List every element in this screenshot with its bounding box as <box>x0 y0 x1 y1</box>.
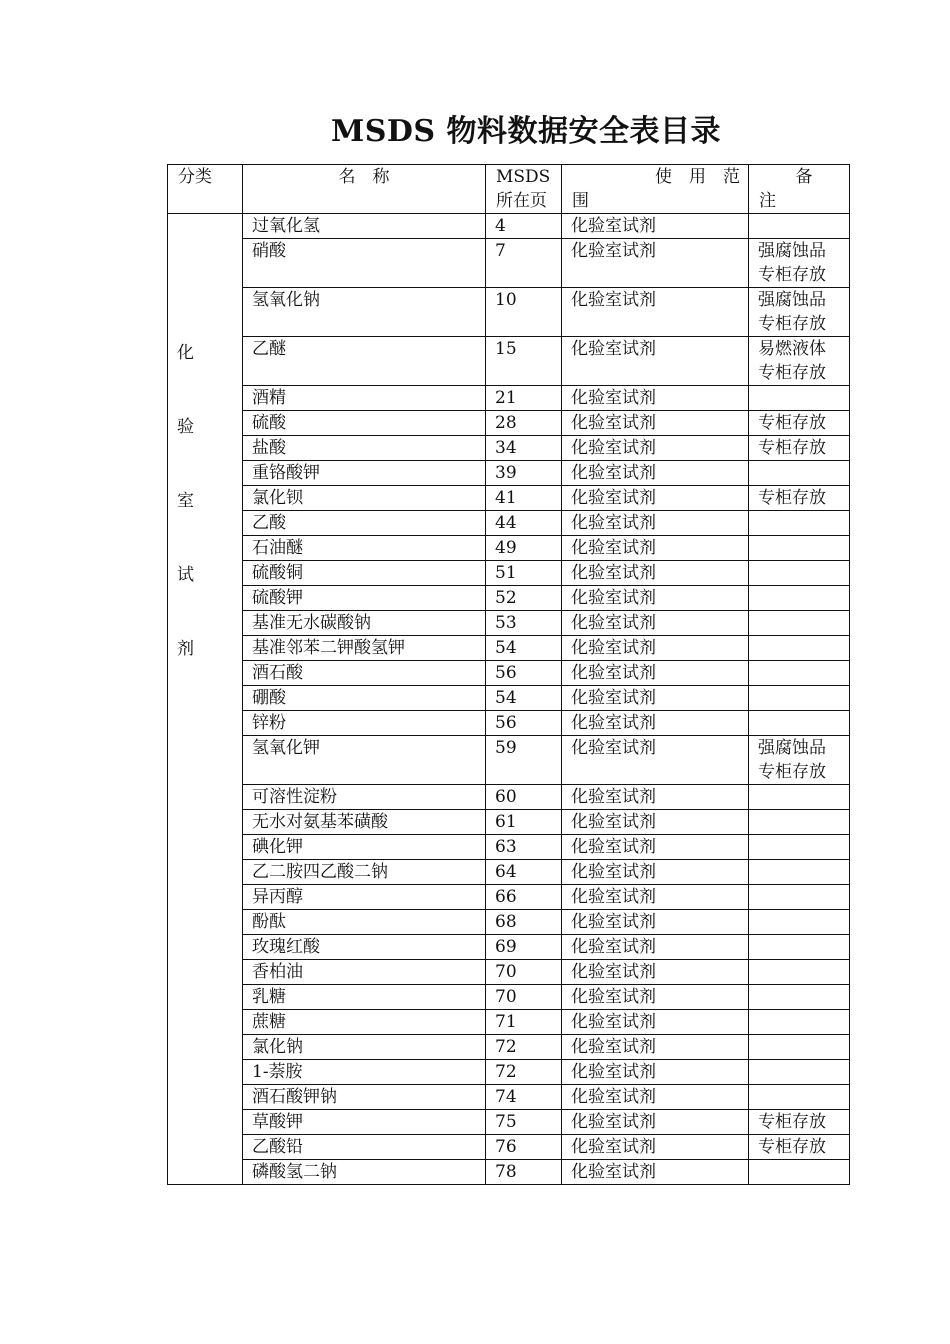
usage-cell: 化验室试剂 <box>562 711 749 736</box>
remark-cell: 强腐蚀品 专柜存放 <box>749 239 850 288</box>
usage-cell: 化验室试剂 <box>562 1110 749 1135</box>
table-row <box>168 985 850 1010</box>
page-cell: 74 <box>486 1085 562 1110</box>
category-cell <box>168 214 243 1185</box>
remark-cell <box>749 810 850 835</box>
name-cell: 玫瑰红酸 <box>243 935 486 960</box>
remark-cell <box>749 561 850 586</box>
table-row <box>168 785 850 810</box>
remark-cell <box>749 611 850 636</box>
table-row <box>168 1060 850 1085</box>
usage-cell: 化验室试剂 <box>562 511 749 536</box>
table-row <box>168 1135 850 1160</box>
remark-cell <box>749 386 850 411</box>
table-row <box>168 686 850 711</box>
page-title: MSDS 物料数据安全表目录 <box>331 114 721 149</box>
header-remark <box>749 165 850 214</box>
usage-cell: 化验室试剂 <box>562 611 749 636</box>
remark-cell: 强腐蚀品 专柜存放 <box>749 736 850 785</box>
remark-cell <box>749 461 850 486</box>
usage-cell: 化验室试剂 <box>562 736 749 785</box>
usage-cell: 化验室试剂 <box>562 1085 749 1110</box>
remark-cell <box>749 885 850 910</box>
table-row <box>168 736 850 785</box>
usage-cell: 化验室试剂 <box>562 885 749 910</box>
remark-cell <box>749 636 850 661</box>
name-cell: 香柏油 <box>243 960 486 985</box>
name-cell: 乙醚 <box>243 337 486 386</box>
name-cell: 基准邻苯二钾酸氢钾 <box>243 636 486 661</box>
table-row <box>168 461 850 486</box>
remark-cell <box>749 935 850 960</box>
remark-cell <box>749 1160 850 1185</box>
name-cell: 过氧化氢 <box>243 214 486 239</box>
table-row <box>168 1085 850 1110</box>
name-cell: 氯化钠 <box>243 1035 486 1060</box>
name-cell: 草酸钾 <box>243 1110 486 1135</box>
usage-cell: 化验室试剂 <box>562 536 749 561</box>
usage-cell: 化验室试剂 <box>562 985 749 1010</box>
remark-cell <box>749 1010 850 1035</box>
remark-cell: 强腐蚀品 专柜存放 <box>749 288 850 337</box>
table-row <box>168 239 850 288</box>
header-page-line1: MSDS <box>496 167 551 187</box>
table-row <box>168 511 850 536</box>
name-cell: 酒精 <box>243 386 486 411</box>
remark-cell <box>749 835 850 860</box>
usage-cell: 化验室试剂 <box>562 436 749 461</box>
name-cell: 无水对氨基苯磺酸 <box>243 810 486 835</box>
remark-cell <box>749 1060 850 1085</box>
remark-cell: 专柜存放 <box>749 411 850 436</box>
category-char: 化 <box>177 343 194 363</box>
name-cell: 氯化钡 <box>243 486 486 511</box>
remark-cell <box>749 860 850 885</box>
name-cell: 重铬酸钾 <box>243 461 486 486</box>
usage-cell: 化验室试剂 <box>562 910 749 935</box>
page-cell: 69 <box>486 935 562 960</box>
usage-cell: 化验室试剂 <box>562 1060 749 1085</box>
table-row <box>168 288 850 337</box>
usage-cell: 化验室试剂 <box>562 337 749 386</box>
header-page-line2: 所在页 <box>496 191 547 211</box>
remark-cell <box>749 214 850 239</box>
table-row <box>168 711 850 736</box>
remark-cell: 专柜存放 <box>749 436 850 461</box>
name-cell: 硫酸 <box>243 411 486 436</box>
usage-cell: 化验室试剂 <box>562 1010 749 1035</box>
header-page <box>486 165 562 214</box>
page-cell: 4 <box>486 214 562 239</box>
page-cell: 7 <box>486 239 562 288</box>
table-header-row <box>168 165 850 214</box>
page-cell: 51 <box>486 561 562 586</box>
usage-cell: 化验室试剂 <box>562 486 749 511</box>
name-cell: 磷酸氢二钠 <box>243 1160 486 1185</box>
remark-cell <box>749 910 850 935</box>
name-cell: 异丙醇 <box>243 885 486 910</box>
page-cell: 72 <box>486 1035 562 1060</box>
usage-cell: 化验室试剂 <box>562 661 749 686</box>
remark-cell <box>749 985 850 1010</box>
page-cell: 15 <box>486 337 562 386</box>
remark-cell <box>749 661 850 686</box>
page-cell: 64 <box>486 860 562 885</box>
page-cell: 54 <box>486 636 562 661</box>
remark-cell <box>749 1035 850 1060</box>
table-row <box>168 1110 850 1135</box>
table-row <box>168 810 850 835</box>
category-char: 剂 <box>177 639 194 659</box>
remark-cell: 专柜存放 <box>749 1135 850 1160</box>
usage-cell: 化验室试剂 <box>562 288 749 337</box>
header-remark-line1: 备 <box>795 167 813 187</box>
remark-cell <box>749 511 850 536</box>
remark-cell <box>749 686 850 711</box>
name-cell: 酚酞 <box>243 910 486 935</box>
header-name-label: 名 称 <box>338 167 390 187</box>
name-cell: 氢氧化钾 <box>243 736 486 785</box>
usage-cell: 化验室试剂 <box>562 1035 749 1060</box>
remark-cell: 易燃液体 专柜存放 <box>749 337 850 386</box>
remark-cell <box>749 785 850 810</box>
table-row <box>168 835 850 860</box>
usage-cell: 化验室试剂 <box>562 785 749 810</box>
name-cell: 可溶性淀粉 <box>243 785 486 810</box>
name-cell: 乙酸铅 <box>243 1135 486 1160</box>
remark-cell <box>749 1085 850 1110</box>
table-row <box>168 1010 850 1035</box>
name-cell: 石油醚 <box>243 536 486 561</box>
page-cell: 72 <box>486 1060 562 1085</box>
page-cell: 49 <box>486 536 562 561</box>
page-cell: 71 <box>486 1010 562 1035</box>
table-row <box>168 1035 850 1060</box>
remark-cell <box>749 960 850 985</box>
usage-cell: 化验室试剂 <box>562 935 749 960</box>
page-cell: 44 <box>486 511 562 536</box>
usage-cell: 化验室试剂 <box>562 860 749 885</box>
page-cell: 68 <box>486 910 562 935</box>
name-cell: 碘化钾 <box>243 835 486 860</box>
header-usage <box>562 165 749 214</box>
header-name <box>243 165 486 214</box>
table-row <box>168 337 850 386</box>
table-row <box>168 910 850 935</box>
remark-cell <box>749 536 850 561</box>
header-usage-line1: 使 用 范 <box>655 167 740 187</box>
usage-cell: 化验室试剂 <box>562 810 749 835</box>
name-cell: 1-萘胺 <box>243 1060 486 1085</box>
table-row <box>168 1160 850 1185</box>
name-cell: 硫酸钾 <box>243 586 486 611</box>
name-cell: 酒石酸钾钠 <box>243 1085 486 1110</box>
usage-cell: 化验室试剂 <box>562 386 749 411</box>
page-cell: 10 <box>486 288 562 337</box>
usage-cell: 化验室试剂 <box>562 1135 749 1160</box>
page-cell: 56 <box>486 661 562 686</box>
page-cell: 75 <box>486 1110 562 1135</box>
table-row <box>168 935 850 960</box>
remark-cell <box>749 586 850 611</box>
page-cell: 53 <box>486 611 562 636</box>
usage-cell: 化验室试剂 <box>562 561 749 586</box>
table-row <box>168 386 850 411</box>
name-cell: 氢氧化钠 <box>243 288 486 337</box>
name-cell: 乳糖 <box>243 985 486 1010</box>
remark-cell: 专柜存放 <box>749 486 850 511</box>
name-cell: 硝酸 <box>243 239 486 288</box>
category-char: 室 <box>177 491 194 511</box>
page-cell: 52 <box>486 586 562 611</box>
page-cell: 70 <box>486 985 562 1010</box>
page-cell: 56 <box>486 711 562 736</box>
usage-cell: 化验室试剂 <box>562 214 749 239</box>
table-row <box>168 436 850 461</box>
header-usage-line2: 围 <box>572 191 589 211</box>
usage-cell: 化验室试剂 <box>562 461 749 486</box>
table-row <box>168 636 850 661</box>
header-category <box>168 165 243 214</box>
page-cell: 39 <box>486 461 562 486</box>
page-cell: 59 <box>486 736 562 785</box>
table-row <box>168 214 850 239</box>
table-row <box>168 885 850 910</box>
table-row <box>168 411 850 436</box>
name-cell: 硼酸 <box>243 686 486 711</box>
category-char: 试 <box>177 565 194 585</box>
name-cell: 乙酸 <box>243 511 486 536</box>
table-body <box>168 214 850 1185</box>
name-cell: 基准无水碳酸钠 <box>243 611 486 636</box>
page-cell: 61 <box>486 810 562 835</box>
table-row <box>168 536 850 561</box>
remark-cell: 专柜存放 <box>749 1110 850 1135</box>
usage-cell: 化验室试剂 <box>562 835 749 860</box>
page-cell: 76 <box>486 1135 562 1160</box>
table-row <box>168 611 850 636</box>
table-row <box>168 860 850 885</box>
remark-cell <box>749 711 850 736</box>
page-cell: 63 <box>486 835 562 860</box>
name-cell: 硫酸铜 <box>243 561 486 586</box>
category-char: 验 <box>177 417 194 437</box>
usage-cell: 化验室试剂 <box>562 686 749 711</box>
usage-cell: 化验室试剂 <box>562 1160 749 1185</box>
table-row <box>168 586 850 611</box>
page-cell: 66 <box>486 885 562 910</box>
header-remark-line2: 注 <box>759 191 776 211</box>
table-row <box>168 486 850 511</box>
page-cell: 70 <box>486 960 562 985</box>
name-cell: 酒石酸 <box>243 661 486 686</box>
table-row <box>168 561 850 586</box>
page-cell: 78 <box>486 1160 562 1185</box>
page-cell: 21 <box>486 386 562 411</box>
page-cell: 60 <box>486 785 562 810</box>
name-cell: 盐酸 <box>243 436 486 461</box>
usage-cell: 化验室试剂 <box>562 960 749 985</box>
usage-cell: 化验室试剂 <box>562 586 749 611</box>
page-cell: 54 <box>486 686 562 711</box>
page-cell: 41 <box>486 486 562 511</box>
page-cell: 34 <box>486 436 562 461</box>
header-category-label: 分类 <box>178 167 212 187</box>
usage-cell: 化验室试剂 <box>562 411 749 436</box>
name-cell: 锌粉 <box>243 711 486 736</box>
name-cell: 乙二胺四乙酸二钠 <box>243 860 486 885</box>
name-cell: 蔗糖 <box>243 1010 486 1035</box>
page-cell: 28 <box>486 411 562 436</box>
msds-index-table <box>167 164 850 1185</box>
table-row <box>168 960 850 985</box>
usage-cell: 化验室试剂 <box>562 636 749 661</box>
table-row <box>168 661 850 686</box>
usage-cell: 化验室试剂 <box>562 239 749 288</box>
